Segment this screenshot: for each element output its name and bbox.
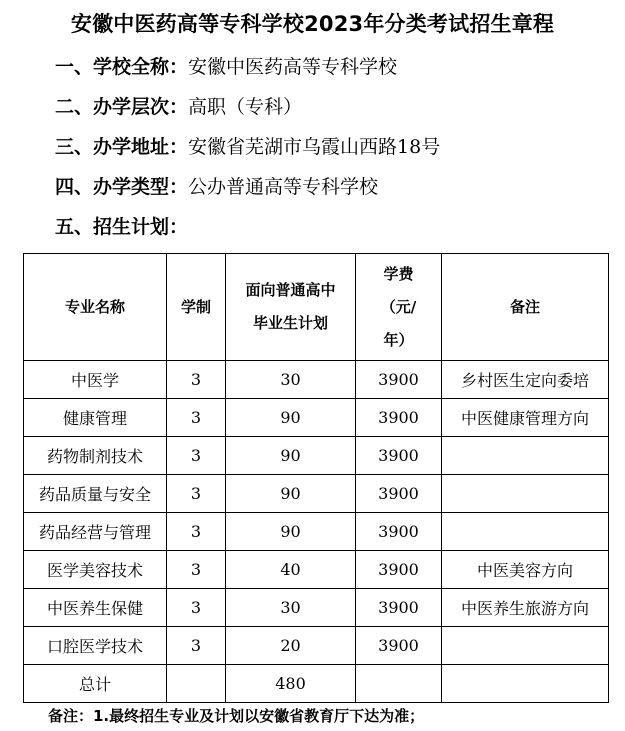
header-plan-line2: 毕业生计划	[252, 314, 328, 332]
cell-fee: 3900	[356, 361, 442, 399]
info-school-name	[55, 52, 397, 82]
cell-remark	[442, 513, 609, 551]
info-value: 公办普通高等专科学校	[188, 176, 379, 198]
cell-fee: 3900	[356, 513, 442, 551]
cell-years: 3	[167, 551, 226, 589]
cell-plan: 30	[226, 361, 356, 399]
cell-plan: 90	[226, 399, 356, 437]
info-plan-heading	[55, 212, 188, 242]
header-remark: 备注	[442, 254, 609, 361]
cell-major: 中医养生保健	[24, 589, 167, 627]
info-type	[55, 172, 378, 202]
footnote: 备注：1.最终招生专业及计划以安徽省教育厅下达为准；	[48, 707, 425, 725]
header-plan	[226, 254, 356, 361]
total-plan: 480	[226, 665, 356, 703]
cell-fee: 3900	[356, 589, 442, 627]
table-total-row	[24, 665, 609, 703]
cell-plan: 90	[226, 437, 356, 475]
cell-fee: 3900	[356, 551, 442, 589]
table-row	[24, 475, 609, 513]
cell-remark: 中医健康管理方向	[442, 399, 609, 437]
cell-plan: 90	[226, 513, 356, 551]
table-row	[24, 589, 609, 627]
total-remark-empty	[442, 665, 609, 703]
header-major: 专业名称	[24, 254, 167, 361]
cell-years: 3	[167, 475, 226, 513]
cell-remark	[442, 627, 609, 665]
info-level	[55, 92, 302, 122]
info-label: 三、办学地址：	[55, 136, 189, 158]
cell-fee: 3900	[356, 627, 442, 665]
cell-plan: 30	[226, 589, 356, 627]
table-row	[24, 513, 609, 551]
info-value: 安徽省芜湖市乌霞山西路18号	[188, 136, 441, 158]
cell-years: 3	[167, 399, 226, 437]
cell-plan: 90	[226, 475, 356, 513]
cell-major: 口腔医学技术	[24, 627, 167, 665]
table-row	[24, 399, 609, 437]
cell-plan: 20	[226, 627, 356, 665]
table-row	[24, 437, 609, 475]
info-label: 二、办学层次：	[55, 96, 189, 118]
header-fee-line1: 学费	[383, 264, 414, 283]
info-label: 五、招生计划：	[55, 216, 189, 238]
info-value: 高职（专科）	[188, 96, 303, 118]
table-row	[24, 361, 609, 399]
cell-major: 药物制剂技术	[24, 437, 167, 475]
header-fee-line2: （元/	[380, 297, 417, 316]
cell-major: 医学美容技术	[24, 551, 167, 589]
cell-years: 3	[167, 437, 226, 475]
header-years: 学制	[167, 254, 226, 361]
cell-remark	[442, 437, 609, 475]
cell-fee: 3900	[356, 475, 442, 513]
info-label: 四、办学类型：	[55, 176, 189, 198]
info-label: 一、学校全称：	[55, 56, 189, 78]
header-fee-line3: 年）	[383, 330, 414, 349]
cell-major: 中医学	[24, 361, 167, 399]
table-row	[24, 551, 609, 589]
cell-remark: 乡村医生定向委培	[442, 361, 609, 399]
cell-years: 3	[167, 627, 226, 665]
cell-years: 3	[167, 513, 226, 551]
cell-major: 药品经营与管理	[24, 513, 167, 551]
document-title: 安徽中医药高等专科学校2023年分类考试招生章程	[70, 12, 555, 36]
cell-years: 3	[167, 589, 226, 627]
enrollment-plan-table	[23, 253, 609, 703]
cell-years: 3	[167, 361, 226, 399]
total-fee-empty	[356, 665, 442, 703]
cell-plan: 40	[226, 551, 356, 589]
total-years-empty	[167, 665, 226, 703]
table-header-row	[24, 254, 609, 361]
cell-major: 健康管理	[24, 399, 167, 437]
header-fee	[356, 254, 442, 361]
cell-remark: 中医养生旅游方向	[442, 589, 609, 627]
cell-fee: 3900	[356, 437, 442, 475]
cell-major: 药品质量与安全	[24, 475, 167, 513]
header-plan-line1: 面向普通高中	[245, 281, 336, 299]
cell-fee: 3900	[356, 399, 442, 437]
cell-remark: 中医美容方向	[442, 551, 609, 589]
table-row	[24, 627, 609, 665]
info-address	[55, 132, 440, 162]
info-value: 安徽中医药高等专科学校	[188, 56, 398, 78]
cell-remark	[442, 475, 609, 513]
total-label: 总计	[24, 665, 167, 703]
